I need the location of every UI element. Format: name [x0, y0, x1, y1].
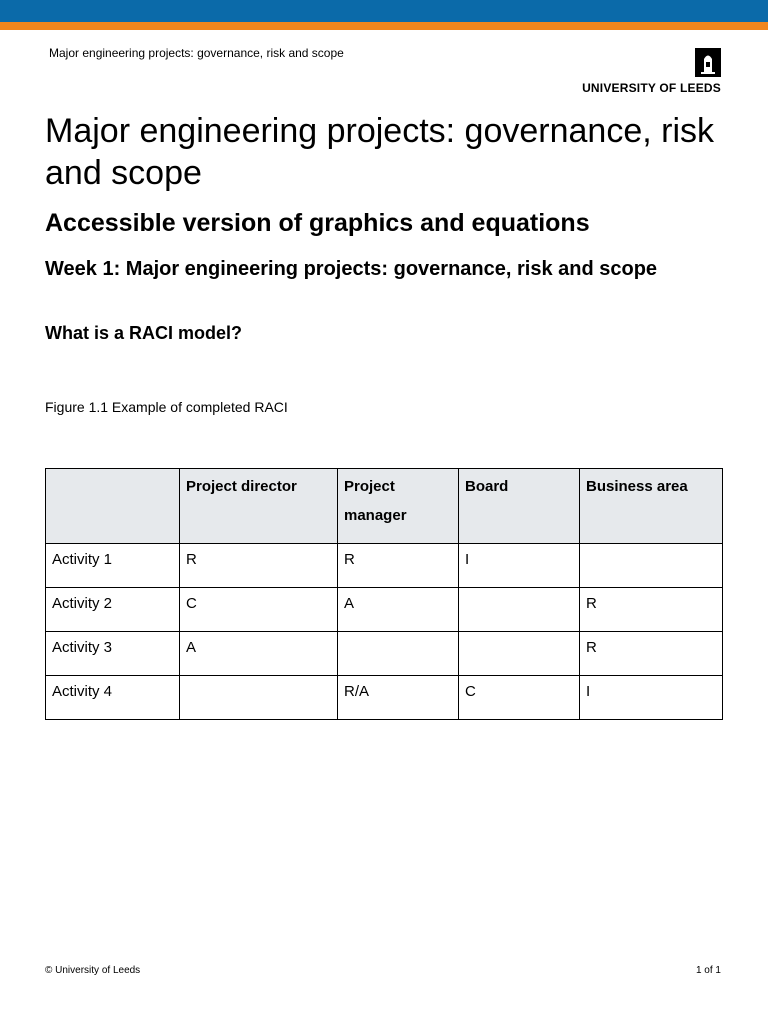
- leeds-crest-icon: [695, 48, 721, 77]
- raci-table: [45, 468, 723, 720]
- table-cell: [580, 544, 723, 588]
- table-cell: [338, 632, 459, 676]
- figure-caption: Figure 1.1 Example of completed RACI: [45, 399, 288, 415]
- table-header-row: [46, 469, 723, 544]
- table-cell: I: [580, 676, 723, 720]
- section-heading: What is a RACI model?: [45, 323, 243, 343]
- footer-copyright: © University of Leeds: [45, 965, 141, 976]
- table-header-cell: Business area: [580, 469, 723, 544]
- table-row: [46, 588, 723, 632]
- university-logo: [561, 48, 721, 96]
- table-cell: Activity 2: [46, 588, 180, 632]
- table-cell: Activity 3: [46, 632, 180, 676]
- running-header: Major engineering projects: governance, risk and scope: [49, 46, 344, 60]
- page-title: Major engineering projects: governance, risk and scope: [45, 112, 715, 192]
- week-heading: Week 1: Major engineering projects: governance, risk and scope: [45, 258, 658, 280]
- table-cell: R: [338, 544, 459, 588]
- table-header-cell: Board: [459, 469, 580, 544]
- table-cell: [459, 632, 580, 676]
- footer-page-number: 1 of 1: [695, 965, 721, 976]
- table-header-cell: [46, 469, 180, 544]
- table-row: [46, 676, 723, 720]
- page-subtitle: Accessible version of graphics and equations: [45, 209, 590, 237]
- table-header-cell: Project director: [180, 469, 338, 544]
- table-cell: R: [580, 588, 723, 632]
- table-cell: R: [180, 544, 338, 588]
- table-cell: C: [459, 676, 580, 720]
- table-header-cell: Project manager: [338, 469, 459, 544]
- table-cell: C: [180, 588, 338, 632]
- logo-wordmark: UNIVERSITY OF LEEDS: [582, 81, 721, 95]
- table-row: [46, 544, 723, 588]
- top-bar-orange: [0, 22, 768, 30]
- table-cell: Activity 1: [46, 544, 180, 588]
- top-bar-blue: [0, 0, 768, 22]
- table-cell: R/A: [338, 676, 459, 720]
- table-row: [46, 632, 723, 676]
- table-cell: A: [180, 632, 338, 676]
- table-cell: [459, 588, 580, 632]
- table-cell: Activity 4: [46, 676, 180, 720]
- table-cell: [180, 676, 338, 720]
- table-cell: A: [338, 588, 459, 632]
- table-cell: R: [580, 632, 723, 676]
- table-cell: I: [459, 544, 580, 588]
